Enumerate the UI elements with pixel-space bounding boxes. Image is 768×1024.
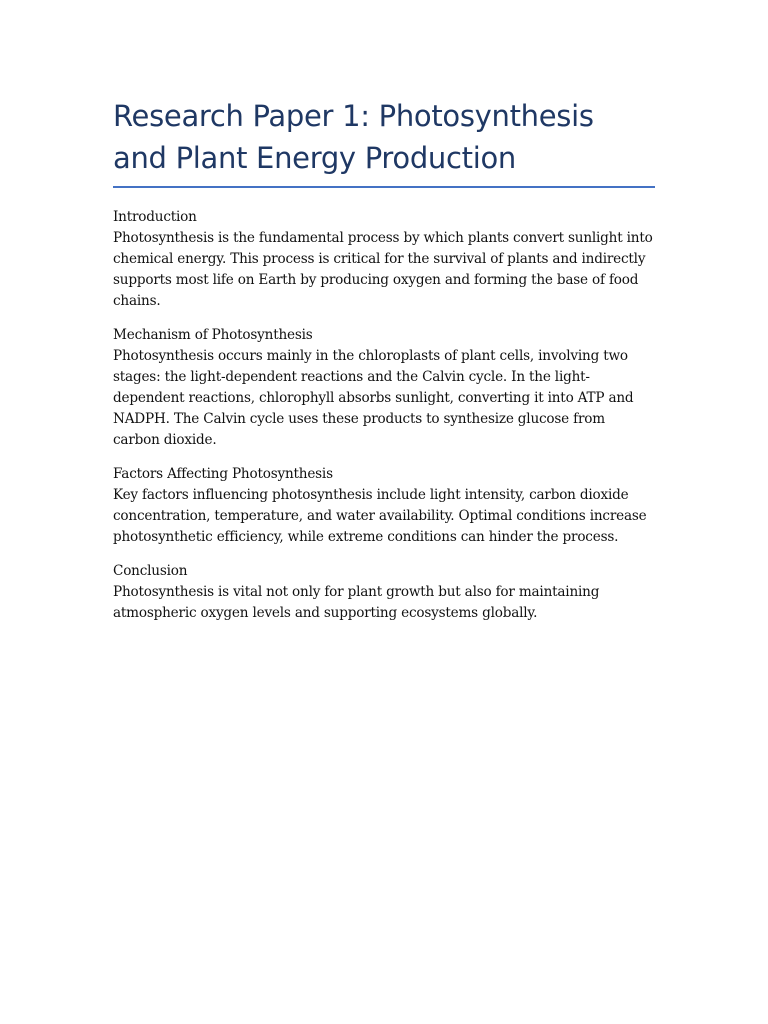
title-divider xyxy=(113,186,655,188)
section-paragraph: Photosynthesis occurs mainly in the chloroplasts of plant cells, involving two stages: the light-dependent reactions and the Calvin cycle. In the light-dependent reactions, chlorophyll absorbs sunlight, converting it into ATP and NADPH. The Calvin cycle uses these products to synthesize glucose from carbon dioxide. xyxy=(113,348,634,448)
section-introduction xyxy=(113,207,655,312)
section-mechanism xyxy=(113,325,655,451)
document-title: Research Paper 1: Photosynthesis and Plant Energy Production xyxy=(113,99,594,175)
section-conclusion xyxy=(113,561,655,624)
document-page xyxy=(113,0,655,637)
section-heading: Mechanism of Photosynthesis xyxy=(113,327,313,343)
section-heading: Factors Affecting Photosynthesis xyxy=(113,466,333,482)
section-paragraph: Photosynthesis is vital not only for plant growth but also for maintaining atmospheric oxygen levels and supporting ecosystems globally. xyxy=(113,584,600,621)
section-paragraph: Photosynthesis is the fundamental process by which plants convert sunlight into chemical energy. This process is critical for the survival of plants and indirectly supports most life on Earth by producing oxygen and forming the base of food chains. xyxy=(113,230,653,309)
section-factors xyxy=(113,464,655,548)
section-heading: Introduction xyxy=(113,209,197,225)
section-heading: Conclusion xyxy=(113,563,188,579)
document-body xyxy=(113,207,655,624)
section-paragraph: Key factors influencing photosynthesis include light intensity, carbon dioxide concentration, temperature, and water availability. Optimal conditions increase photosynthetic efficiency, while extreme conditions can hinder the process. xyxy=(113,487,647,545)
